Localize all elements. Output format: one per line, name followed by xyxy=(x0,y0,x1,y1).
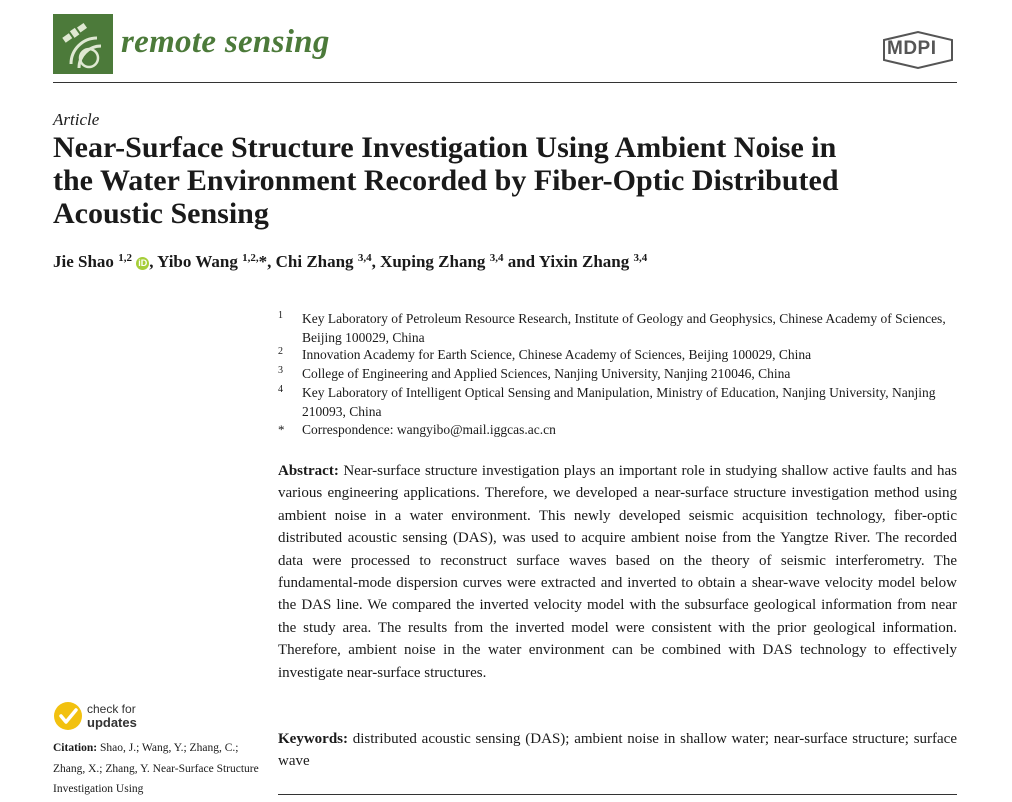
affiliation-text: Key Laboratory of Intelligent Optical Sensing and Manipulation, Ministry of Education, Nanjing University, Nanjing 210093, China xyxy=(302,385,936,419)
correspondence-marker: * xyxy=(258,252,268,271)
author-name[interactable]: Yibo Wang xyxy=(157,252,238,271)
article-type: Article xyxy=(53,110,100,129)
author-name[interactable]: Xuping Zhang xyxy=(380,252,486,271)
keywords xyxy=(278,728,957,773)
citation-text: Shao, J.; Wang, Y.; Zhang, C.; Zhang, X.; Zhang, Y. Near-Surface Structure Investigation Using xyxy=(53,742,259,795)
keywords-label: Keywords: xyxy=(278,731,348,747)
author-affiliation-marker: 3,4 xyxy=(357,252,372,264)
keywords-text: distributed acoustic sensing (DAS); ambient noise in shallow water; near-surface structure; surface wave xyxy=(278,731,957,770)
author-affiliation-marker: 1,2, xyxy=(242,252,259,264)
check-for-updates-button[interactable] xyxy=(53,701,163,733)
mdpi-logo-text: MDPI xyxy=(887,38,937,59)
check-updates-icon xyxy=(53,701,83,731)
author-list: Jie Shao $^{1,2}$ iD , Yibo Wang $^{1,2,}$*, Chi Zhang $^{3,4}$, Xuping Zhang $^{3,4}$ and Yixin Zhang $^{3,4}$ xyxy=(53,252,648,271)
citation xyxy=(53,738,263,800)
section-divider xyxy=(278,794,957,795)
abstract-label: Abstract: xyxy=(278,463,339,479)
abstract-text: Near-surface structure investigation plays an important role in studying shallow active faults and has various engineering applications. Therefore, we developed a near-surface structure investigation method using ambient noise in a water environment. This newly developed seismic acquisition technology, fiber-optic distributed acoustic sensing (DAS), was used to acquire ambient noise from the Yangtze River. The recorded data were processed to reconstruct surface waves based on the theory of seismic interferometry. The fundamental-mode dispersion curves were extracted and inverted to obtain a shear-wave velocity model below the DAS line. We compared the inverted velocity model with the subsurface geological information from near the study area. The results from the inverted model were consistent with the prior geological information. Therefore, ambient noise in the water environment can be combined with DAS technology to effectively investigate near-surface structures. xyxy=(278,463,958,681)
title-line: Near-Surface Structure Investigation Using Ambient Noise in xyxy=(53,131,837,164)
author-name[interactable]: Chi Zhang xyxy=(275,252,354,271)
author-affiliation-marker: 1,2 xyxy=(118,252,132,264)
affiliation-number: 4 xyxy=(278,384,283,395)
affiliation-number: 3 xyxy=(278,365,283,376)
header-divider xyxy=(53,82,957,83)
title-line: Acoustic Sensing xyxy=(53,197,269,230)
author-name[interactable]: Jie Shao xyxy=(53,252,114,271)
mdpi-logo xyxy=(880,30,956,70)
article-title xyxy=(53,131,957,230)
satellite-globe-icon xyxy=(53,14,113,74)
journal-logo xyxy=(53,14,113,74)
affiliation-number: 1 xyxy=(278,310,283,321)
affiliation-number: * xyxy=(278,422,285,437)
author-affiliation-marker: 3,4 xyxy=(489,252,504,264)
affiliation-number: 2 xyxy=(278,346,283,357)
title-line: the Water Environment Recorded by Fiber-Optic Distributed xyxy=(53,164,839,197)
check-updates-line2: updates xyxy=(87,715,137,730)
correspondence-text[interactable]: Correspondence: wangyibo@mail.iggcas.ac.cn xyxy=(302,422,556,437)
affiliation-text: Innovation Academy for Earth Science, Chinese Academy of Sciences, Beijing 100029, China xyxy=(302,347,812,362)
abstract xyxy=(278,460,957,684)
orcid-icon[interactable]: iD xyxy=(138,258,148,268)
check-updates-line1: check for xyxy=(87,702,136,716)
affiliation-text: College of Engineering and Applied Sciences, Nanjing University, Nanjing 210046, China xyxy=(302,366,791,381)
journal-name: remote sensing xyxy=(121,24,330,60)
author-name[interactable]: Yixin Zhang xyxy=(538,252,630,271)
affiliation-text: Key Laboratory of Petroleum Resource Research, Institute of Geology and Geophysics, Chinese Academy of Sciences, Beijing 100029, China xyxy=(302,311,946,345)
author-affiliation-marker: 3,4 xyxy=(633,252,648,264)
citation-label: Citation: xyxy=(53,742,98,754)
